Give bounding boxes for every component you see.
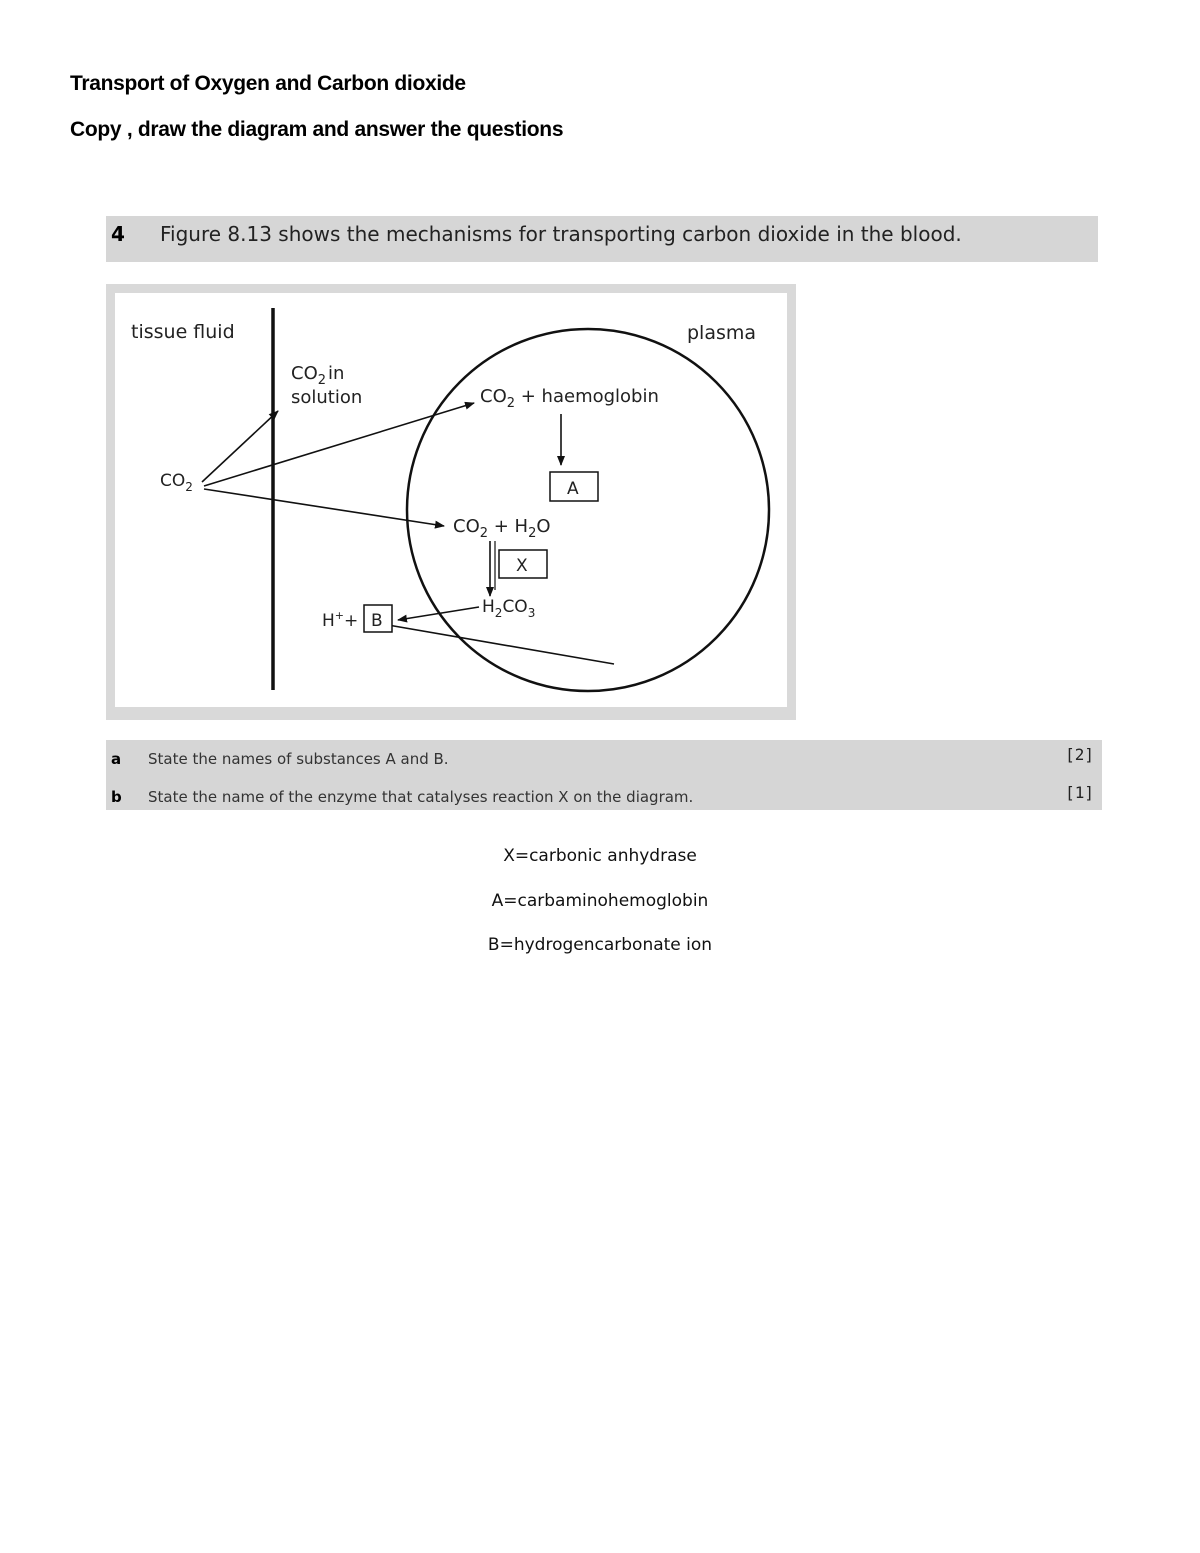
part-a-label: a [111,750,122,768]
part-b-label: b [111,788,122,806]
page-title: Transport of Oxygen and Carbon dioxide [70,72,466,95]
label-plasma: plasma [687,322,757,344]
question-number: 4 [111,222,125,246]
part-b-text: State the name of the enzyme that catalyses reaction X on the diagram. [148,788,694,806]
label-box-x: X [516,556,528,576]
label-box-a: A [567,479,579,499]
question-text: Figure 8.13 shows the mechanisms for transporting carbon dioxide in the blood. [160,222,962,246]
red-blood-cell [407,329,769,691]
part-a-text: State the names of substances A and B. [148,750,449,768]
label-co2-tissue: $CO_2$ [160,471,193,494]
part-b-marks: [1] [1065,783,1094,802]
label-box-b: B [371,611,383,631]
label-tissue-fluid: tissue fluid [131,321,235,343]
answer-a: A=carbaminohemoglobin [491,891,709,911]
label-hplus: H++ [322,609,359,631]
label-co2-haemoglobin: $CO_2$ + haemoglobin [480,386,659,411]
label-h2co3: $H_2CO_3$ [482,597,536,620]
label-co2-h2o: $CO_2 + H_2O$ [453,516,551,541]
co2-transport-diagram [0,0,1200,760]
part-a-marks: [2] [1065,745,1094,764]
arrow-co2-to-solution [202,411,278,482]
instruction-text: Copy , draw the diagram and answer the questions [70,118,564,141]
answer-b: B=hydrogencarbonate ion [487,935,713,955]
label-co2-in-solution: $CO_2$ in [291,363,345,388]
arrow-to-b [398,607,479,620]
arrow-b-out [388,625,614,664]
label-solution: solution [291,387,363,408]
arrow-co2-to-haemoglobin [204,403,474,486]
answer-x: X=carbonic anhydrase [503,846,697,866]
